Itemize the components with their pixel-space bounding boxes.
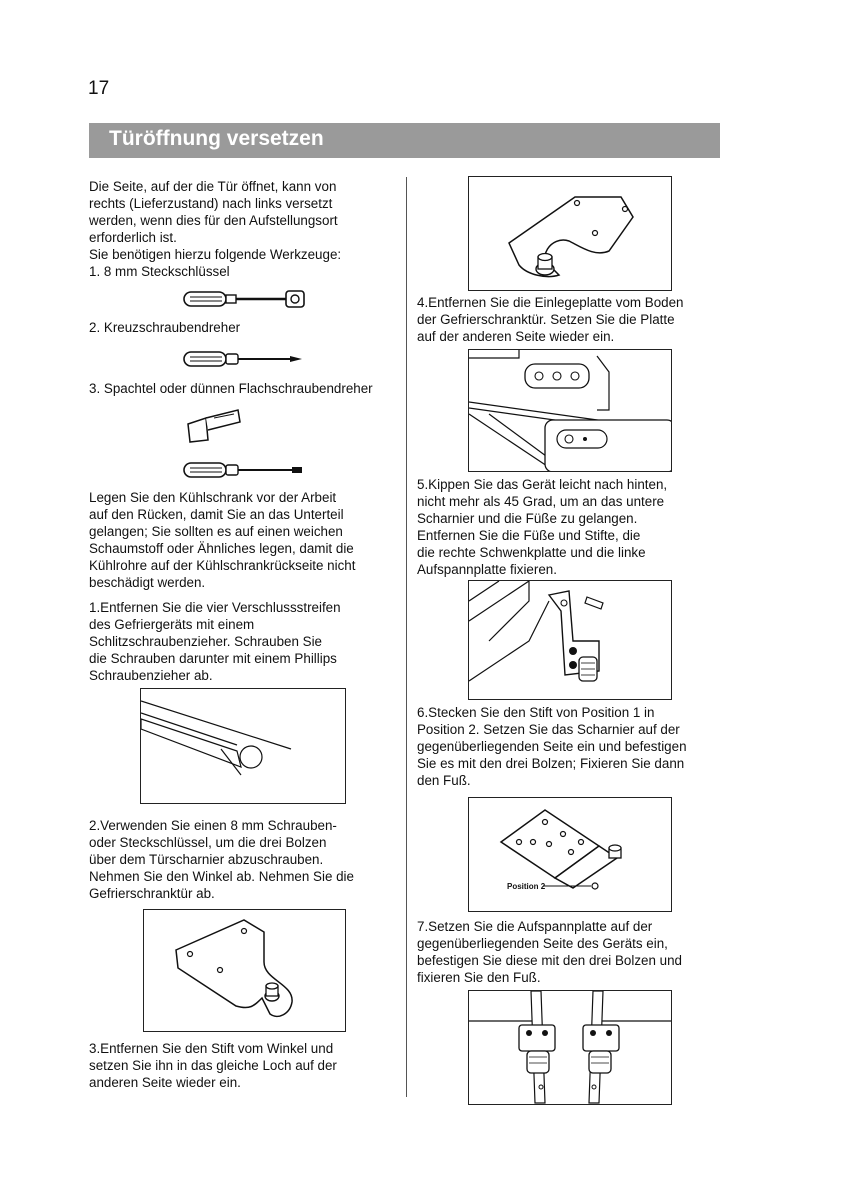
figure-feet	[468, 990, 672, 1105]
step-4-text: 4.Entfernen Sie die Einlegeplatte vom Boden der Gefrierschranktür. Setzen Sie die Platte auf der anderen Seite wieder ein.	[417, 295, 684, 344]
page-number: 17	[88, 78, 110, 99]
figure-hinge-position	[468, 797, 672, 912]
step-1-text: 1.Entfernen Sie die vier Verschlussstreifen des Gefriergeräts mit einem Schlitzschraubenzieher. Schrauben Sie die Schrauben darunter mit einem Phillips Schraubenzieher ab.	[89, 600, 341, 683]
tool-2-label: 2. Kreuzschraubendreher	[89, 320, 241, 335]
step-5-text: 5.Kippen Sie das Gerät leicht nach hinten, nicht mehr als 45 Grad, um an das untere Scharnier und die Füße zu gelangen. Entfernen Sie die Füße und Stifte, die die rechte Schwenkplatte und die linke Aufspannplatte fixieren.	[417, 477, 668, 577]
step-2-text: 2.Verwenden Sie einen 8 mm Schrauben- oder Steckschlüssel, um die drei Bolzen über dem Türscharnier abzuschrauben. Nehmen Sie den Winkel ab. Nehmen Sie die Gefrierschranktür ab.	[89, 818, 354, 901]
step-7-text: 7.Setzen Sie die Aufspannplatte auf der gegenüberliegenden Seite des Geräts ein, befestigen Sie diese mit den drei Bolzen und fixieren Sie den Fuß.	[417, 919, 683, 985]
figure-bracket-pin	[468, 176, 672, 291]
step-6-text: 6.Stecken Sie den Stift von Position 1 in Position 2. Setzen Sie das Scharnier auf der gegenüberliegenden Seite ein und befestigen Sie es mit den drei Bolzen; Fixieren Sie dann den Fuß.	[417, 705, 687, 788]
step-3-text: 3.Entfernen Sie den Stift vom Winkel und setzen Sie ihn in das gleiche Loch auf der anderen Seite wieder ein.	[89, 1041, 337, 1090]
column-divider	[406, 177, 407, 1097]
figure-hinge-bracket	[143, 909, 346, 1032]
figure-strip-removal	[140, 688, 346, 804]
section-title: Türöffnung versetzen	[109, 127, 324, 150]
section-header	[89, 123, 720, 158]
position-2-label: Position 2	[507, 882, 546, 891]
socket-wrench-icon	[182, 288, 307, 310]
intro-text: Die Seite, auf der die Tür öffnet, kann von rechts (Lieferzustand) nach links versetzt werden, wenn dies für den Aufstellungsort erforderlich ist. Sie benötigen hierzu folgende Werkzeuge: 1. 8 mm Steckschlüssel	[89, 179, 342, 279]
phillips-screwdriver-icon	[182, 348, 307, 370]
flat-screwdriver-icon	[182, 459, 307, 481]
figure-door-bottom	[468, 349, 672, 472]
putty-knife-icon	[184, 406, 244, 444]
tool-3-label: 3. Spachtel oder dünnen Flachschraubendreher	[89, 381, 373, 396]
warning-text: Legen Sie den Kühlschrank vor der Arbeit auf den Rücken, damit Sie an das Unterteil gelangen; Sie sollten es auf einen weichen Schaumstoff oder Ähnliches legen, damit die Kühlrohre auf der Kühlschrankrückseite nicht beschädigt werden.	[89, 490, 356, 590]
figure-lower-hinge	[468, 580, 672, 700]
